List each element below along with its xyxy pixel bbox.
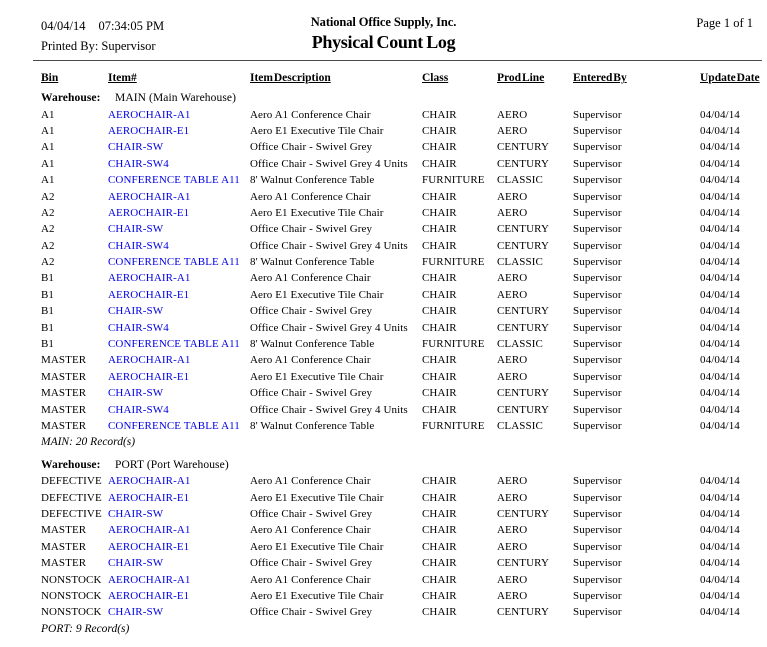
enteredby-cell: Supervisor [573, 403, 622, 416]
class-cell: CHAIR [422, 589, 457, 602]
bin-cell: B1 [41, 321, 55, 334]
item-number-cell [108, 238, 250, 254]
enteredby-cell: Supervisor [573, 288, 622, 301]
updatedate-cell: 04/04/14 [700, 174, 740, 187]
prodline-cell: AERO [497, 206, 528, 219]
updatedate-cell: 04/04/14 [700, 157, 740, 170]
warehouse-label-cell: Warehouse: [41, 458, 101, 471]
class-cell: CHAIR [422, 305, 457, 318]
item-number-link[interactable]: CHAIR-SW [108, 557, 164, 570]
class-cell: CHAIR [422, 124, 457, 137]
updatedate-cell: 04/04/14 [700, 206, 740, 219]
col-header-updatedate: Update Date [700, 72, 760, 84]
item-number-cell [108, 287, 250, 303]
updatedate-cell: 04/04/14 [700, 239, 740, 252]
table-row [41, 123, 767, 139]
updatedate-cell: 04/04/14 [700, 288, 740, 301]
bin-cell: A1 [41, 174, 55, 187]
item-number-cell [108, 473, 250, 489]
item-number-cell [108, 106, 250, 122]
col-header-prodline: Prod Line [497, 72, 545, 84]
class-cell: CHAIR [422, 387, 457, 400]
enteredby-cell: Supervisor [573, 524, 622, 537]
enteredby-cell: Supervisor [573, 206, 622, 219]
updatedate-cell: 04/04/14 [700, 124, 740, 137]
item-description-cell: Office Chair - Swivel Grey [250, 557, 373, 570]
warehouse-name-cell: MAIN (Main Warehouse) [115, 92, 237, 105]
physical-count-table [41, 72, 767, 637]
table-row [41, 188, 767, 204]
header-divider [33, 60, 762, 61]
class-cell: CHAIR [422, 206, 457, 219]
item-number-link[interactable]: AEROCHAIR-E1 [108, 206, 190, 219]
item-number-cell [108, 123, 250, 139]
class-cell: CHAIR [422, 524, 457, 537]
class-cell: CHAIR [422, 157, 457, 170]
class-cell: CHAIR [422, 190, 457, 203]
table-row [41, 254, 767, 270]
bin-cell: MASTER [41, 524, 87, 537]
class-cell: FURNITURE [422, 256, 485, 269]
item-description-cell: Aero E1 Executive Tile Chair [250, 589, 384, 602]
bin-cell: A2 [41, 190, 55, 203]
bin-cell: DEFECTIVE [41, 507, 102, 520]
item-number-link[interactable]: AEROCHAIR-E1 [108, 124, 190, 137]
column-header-row [41, 72, 767, 90]
item-number-cell [108, 571, 250, 587]
bin-cell: A2 [41, 239, 55, 252]
group-record-count: PORT: 9 Record(s) [41, 622, 130, 635]
prodline-cell: AERO [497, 589, 528, 602]
item-description-cell: Aero A1 Conference Chair [250, 524, 371, 537]
updatedate-cell: 04/04/14 [700, 491, 740, 504]
enteredby-cell: Supervisor [573, 540, 622, 553]
updatedate-cell: 04/04/14 [700, 321, 740, 334]
item-description-cell: Office Chair - Swivel Grey 4 Units [250, 239, 408, 252]
item-number-cell [108, 270, 250, 286]
enteredby-cell: Supervisor [573, 141, 622, 154]
table-row [41, 303, 767, 319]
table-row [41, 522, 767, 538]
item-number-cell [108, 221, 250, 237]
group-record-count: MAIN: 20 Record(s) [41, 436, 136, 449]
prodline-cell: CENTURY [497, 321, 550, 334]
bin-cell: MASTER [41, 403, 87, 416]
class-cell: CHAIR [422, 141, 457, 154]
prodline-cell: CLASSIC [497, 174, 543, 187]
item-number-cell [108, 336, 250, 352]
updatedate-cell: 04/04/14 [700, 108, 740, 121]
printed-by-label: Printed By: [41, 39, 99, 53]
item-number-link[interactable]: CHAIR-SW [108, 606, 164, 619]
item-description-cell: Office Chair - Swivel Grey [250, 507, 373, 520]
bin-cell: NONSTOCK [41, 589, 102, 602]
enteredby-cell: Supervisor [573, 256, 622, 269]
prodline-cell: CENTURY [497, 507, 550, 520]
class-cell: FURNITURE [422, 338, 485, 351]
item-number-link[interactable]: AEROCHAIR-E1 [108, 288, 190, 301]
enteredby-cell: Supervisor [573, 108, 622, 121]
item-description-cell: Office Chair - Swivel Grey [250, 223, 373, 236]
bin-cell: MASTER [41, 557, 87, 570]
item-description-cell: Aero E1 Executive Tile Chair [250, 370, 384, 383]
bin-cell: A2 [41, 223, 55, 236]
bin-cell: NONSTOCK [41, 606, 102, 619]
class-cell: FURNITURE [422, 174, 485, 187]
table-row [41, 555, 767, 571]
bin-cell: DEFECTIVE [41, 491, 102, 504]
bin-cell: B1 [41, 288, 55, 301]
prodline-cell: AERO [497, 370, 528, 383]
bin-cell: B1 [41, 272, 55, 285]
prodline-cell: AERO [497, 573, 528, 586]
prodline-cell: AERO [497, 288, 528, 301]
enteredby-cell: Supervisor [573, 305, 622, 318]
report-header-center [0, 15, 767, 53]
item-number-link[interactable]: CHAIR-SW [108, 387, 164, 400]
bin-cell: A2 [41, 256, 55, 269]
enteredby-cell: Supervisor [573, 507, 622, 520]
enteredby-cell: Supervisor [573, 606, 622, 619]
prodline-cell: CENTURY [497, 606, 550, 619]
item-description-cell: Aero A1 Conference Chair [250, 272, 371, 285]
class-cell: FURNITURE [422, 420, 485, 432]
item-number-link[interactable]: AEROCHAIR-E1 [108, 589, 190, 602]
item-description-cell: 8' Walnut Conference Table [250, 256, 375, 269]
table-row [41, 588, 767, 604]
prodline-cell: CENTURY [497, 387, 550, 400]
prodline-cell: CLASSIC [497, 256, 543, 269]
enteredby-cell: Supervisor [573, 272, 622, 285]
class-cell: CHAIR [422, 223, 457, 236]
item-number-link[interactable]: CHAIR-SW [108, 507, 164, 520]
item-description-cell: Office Chair - Swivel Grey 4 Units [250, 321, 408, 334]
bin-cell: B1 [41, 338, 55, 351]
table-row [41, 352, 767, 368]
item-description-cell: Aero A1 Conference Chair [250, 573, 371, 586]
item-number-cell [108, 172, 250, 188]
item-number-cell [108, 506, 250, 522]
item-description-cell: Aero A1 Conference Chair [250, 475, 371, 488]
updatedate-cell: 04/04/14 [700, 540, 740, 553]
enteredby-cell: Supervisor [573, 354, 622, 367]
table-row [41, 418, 767, 434]
prodline-cell: CENTURY [497, 141, 550, 154]
item-number-cell [108, 522, 250, 538]
table-row [41, 473, 767, 489]
class-cell: CHAIR [422, 288, 457, 301]
class-cell: CHAIR [422, 354, 457, 367]
table-row [41, 156, 767, 172]
bin-cell: MASTER [41, 420, 87, 432]
updatedate-cell: 04/04/14 [700, 589, 740, 602]
prodline-cell: AERO [497, 524, 528, 537]
bin-cell: A1 [41, 124, 55, 137]
warehouse-group-header [41, 90, 767, 106]
item-number-cell [108, 588, 250, 604]
warehouse-group-header [41, 457, 767, 473]
bin-cell: MASTER [41, 354, 87, 367]
bin-cell: A1 [41, 108, 55, 121]
updatedate-cell: 04/04/14 [700, 354, 740, 367]
class-cell: CHAIR [422, 475, 457, 488]
item-number-cell [108, 352, 250, 368]
item-number-link[interactable]: CHAIR-SW [108, 305, 164, 318]
item-description-cell: 8' Walnut Conference Table [250, 338, 375, 351]
item-number-link[interactable]: CONFERENCE TABLE A11 [108, 256, 240, 269]
updatedate-cell: 04/04/14 [700, 475, 740, 488]
class-cell: CHAIR [422, 491, 457, 504]
enteredby-cell: Supervisor [573, 157, 622, 170]
item-number-cell [108, 418, 250, 434]
table-row [41, 270, 767, 286]
table-row [41, 319, 767, 335]
col-header-enteredby: Entered By [573, 72, 627, 84]
page-number: Page 1 of 1 [696, 16, 753, 30]
enteredby-cell: Supervisor [573, 321, 622, 334]
item-number-cell [108, 555, 250, 571]
item-number-link[interactable]: AEROCHAIR-A1 [108, 108, 191, 121]
print-time: 07:34:05 PM [98, 19, 165, 33]
item-number-link[interactable]: AEROCHAIR-A1 [108, 524, 191, 537]
bin-cell: NONSTOCK [41, 573, 102, 586]
item-number-link[interactable]: CONFERENCE TABLE A11 [108, 338, 240, 351]
class-cell: CHAIR [422, 573, 457, 586]
class-cell: CHAIR [422, 239, 457, 252]
prodline-cell: AERO [497, 190, 528, 203]
table-row [41, 221, 767, 237]
class-cell: CHAIR [422, 321, 457, 334]
item-number-link[interactable]: AEROCHAIR-A1 [108, 475, 191, 488]
enteredby-cell: Supervisor [573, 370, 622, 383]
prodline-cell: CLASSIC [497, 338, 543, 351]
item-number-cell [108, 188, 250, 204]
bin-cell: DEFECTIVE [41, 475, 102, 488]
prodline-cell: CENTURY [497, 157, 550, 170]
item-description-cell: Office Chair - Swivel Grey 4 Units [250, 403, 408, 416]
item-number-link[interactable]: CHAIR-SW4 [108, 403, 169, 416]
item-description-cell: Aero E1 Executive Tile Chair [250, 540, 384, 553]
item-number-cell [108, 539, 250, 555]
updatedate-cell: 04/04/14 [700, 370, 740, 383]
item-description-cell: Aero E1 Executive Tile Chair [250, 491, 384, 504]
item-number-link[interactable]: CHAIR-SW4 [108, 321, 169, 334]
class-cell: CHAIR [422, 403, 457, 416]
item-number-cell [108, 319, 250, 335]
class-cell: CHAIR [422, 606, 457, 619]
bin-cell: MASTER [41, 370, 87, 383]
updatedate-cell: 04/04/14 [700, 606, 740, 619]
item-number-link[interactable]: CONFERENCE TABLE A11 [108, 174, 240, 187]
group-summary-row [41, 621, 767, 637]
item-description-cell: Aero A1 Conference Chair [250, 108, 371, 121]
item-description-cell: Office Chair - Swivel Grey 4 Units [250, 157, 408, 170]
class-cell: CHAIR [422, 370, 457, 383]
enteredby-cell: Supervisor [573, 190, 622, 203]
prodline-cell: AERO [497, 491, 528, 504]
col-header-item: Item# [108, 72, 137, 84]
item-number-link[interactable]: AEROCHAIR-E1 [108, 491, 190, 504]
prodline-cell: AERO [497, 540, 528, 553]
bin-cell: A2 [41, 206, 55, 219]
item-number-link[interactable]: AEROCHAIR-A1 [108, 190, 191, 203]
enteredby-cell: Supervisor [573, 475, 622, 488]
page-title: Physical Count Log [311, 32, 456, 52]
item-description-cell: Aero A1 Conference Chair [250, 190, 371, 203]
item-description-cell: Aero E1 Executive Tile Chair [250, 288, 384, 301]
col-header-description: Item Description [250, 72, 331, 84]
item-description-cell: Aero E1 Executive Tile Chair [250, 206, 384, 219]
item-number-cell [108, 369, 250, 385]
item-number-link[interactable]: CHAIR-SW [108, 223, 164, 236]
item-number-cell [108, 303, 250, 319]
prodline-cell: CENTURY [497, 305, 550, 318]
item-description-cell: Office Chair - Swivel Grey [250, 305, 373, 318]
group-summary-row [41, 434, 767, 450]
item-number-cell [108, 254, 250, 270]
company-name: National Office Supply, Inc. [310, 15, 457, 29]
item-number-cell [108, 139, 250, 155]
item-description-cell: Aero A1 Conference Chair [250, 354, 371, 367]
updatedate-cell: 04/04/14 [700, 387, 740, 400]
col-header-bin: Bin [41, 72, 59, 84]
report-table-body [41, 90, 767, 637]
item-number-link[interactable]: AEROCHAIR-A1 [108, 573, 191, 586]
item-number-link[interactable]: CHAIR-SW4 [108, 157, 169, 170]
table-row [41, 205, 767, 221]
item-description-cell: Office Chair - Swivel Grey [250, 141, 373, 154]
enteredby-cell: Supervisor [573, 420, 622, 432]
bin-cell: A1 [41, 141, 55, 154]
class-cell: CHAIR [422, 272, 457, 285]
item-number-cell [108, 205, 250, 221]
prodline-cell: AERO [497, 124, 528, 137]
warehouse-name-cell: PORT (Port Warehouse) [115, 458, 229, 471]
prodline-cell: CENTURY [497, 223, 550, 236]
updatedate-cell: 04/04/14 [700, 305, 740, 318]
enteredby-cell: Supervisor [573, 573, 622, 586]
item-number-link[interactable]: CHAIR-SW [108, 141, 164, 154]
prodline-cell: AERO [497, 108, 528, 121]
item-number-link[interactable]: CONFERENCE TABLE A11 [108, 420, 240, 432]
item-number-cell [108, 385, 250, 401]
enteredby-cell: Supervisor [573, 223, 622, 236]
item-description-cell: Office Chair - Swivel Grey [250, 387, 373, 400]
table-row [41, 401, 767, 417]
table-row [41, 172, 767, 188]
updatedate-cell: 04/04/14 [700, 338, 740, 351]
table-row [41, 571, 767, 587]
enteredby-cell: Supervisor [573, 387, 622, 400]
updatedate-cell: 04/04/14 [700, 272, 740, 285]
updatedate-cell: 04/04/14 [700, 573, 740, 586]
enteredby-cell: Supervisor [573, 491, 622, 504]
updatedate-cell: 04/04/14 [700, 403, 740, 416]
item-number-cell [108, 604, 250, 620]
updatedate-cell: 04/04/14 [700, 223, 740, 236]
enteredby-cell: Supervisor [573, 239, 622, 252]
table-row [41, 506, 767, 522]
enteredby-cell: Supervisor [573, 174, 622, 187]
class-cell: CHAIR [422, 108, 457, 121]
table-row [41, 139, 767, 155]
class-cell: CHAIR [422, 507, 457, 520]
item-number-cell [108, 489, 250, 505]
table-row [41, 287, 767, 303]
prodline-cell: CLASSIC [497, 420, 543, 432]
item-description-cell: 8' Walnut Conference Table [250, 420, 375, 432]
prodline-cell: AERO [497, 272, 528, 285]
table-row [41, 489, 767, 505]
item-number-cell [108, 156, 250, 172]
bin-cell: MASTER [41, 387, 87, 400]
item-description-cell: 8' Walnut Conference Table [250, 174, 375, 187]
prodline-cell: AERO [497, 354, 528, 367]
table-row [41, 106, 767, 122]
col-header-class: Class [422, 72, 449, 84]
item-description-cell: Office Chair - Swivel Grey [250, 606, 373, 619]
bin-cell: A1 [41, 157, 55, 170]
prodline-cell: CENTURY [497, 239, 550, 252]
table-row [41, 604, 767, 620]
updatedate-cell: 04/04/14 [700, 557, 740, 570]
enteredby-cell: Supervisor [573, 124, 622, 137]
updatedate-cell: 04/04/14 [700, 524, 740, 537]
updatedate-cell: 04/04/14 [700, 507, 740, 520]
table-row [41, 238, 767, 254]
enteredby-cell: Supervisor [573, 589, 622, 602]
item-description-cell: Aero E1 Executive Tile Chair [250, 124, 384, 137]
item-number-link[interactable]: AEROCHAIR-E1 [108, 370, 190, 383]
enteredby-cell: Supervisor [573, 338, 622, 351]
table-row [41, 539, 767, 555]
item-number-link[interactable]: AEROCHAIR-A1 [108, 354, 191, 367]
item-number-link[interactable]: CHAIR-SW4 [108, 239, 169, 252]
class-cell: CHAIR [422, 557, 457, 570]
printed-by-value: Supervisor [101, 39, 156, 53]
bin-cell: B1 [41, 305, 55, 318]
print-date: 04/04/14 [41, 19, 86, 33]
updatedate-cell: 04/04/14 [700, 141, 740, 154]
table-row [41, 336, 767, 352]
prodline-cell: CENTURY [497, 557, 550, 570]
item-number-link[interactable]: AEROCHAIR-A1 [108, 272, 191, 285]
table-row [41, 385, 767, 401]
warehouse-label-cell: Warehouse: [41, 92, 101, 105]
table-row [41, 369, 767, 385]
updatedate-cell: 04/04/14 [700, 190, 740, 203]
enteredby-cell: Supervisor [573, 557, 622, 570]
prodline-cell: CENTURY [497, 403, 550, 416]
class-cell: CHAIR [422, 540, 457, 553]
item-number-cell [108, 401, 250, 417]
item-number-link[interactable]: AEROCHAIR-E1 [108, 540, 190, 553]
bin-cell: MASTER [41, 540, 87, 553]
updatedate-cell: 04/04/14 [700, 256, 740, 269]
prodline-cell: AERO [497, 475, 528, 488]
updatedate-cell: 04/04/14 [700, 420, 740, 432]
